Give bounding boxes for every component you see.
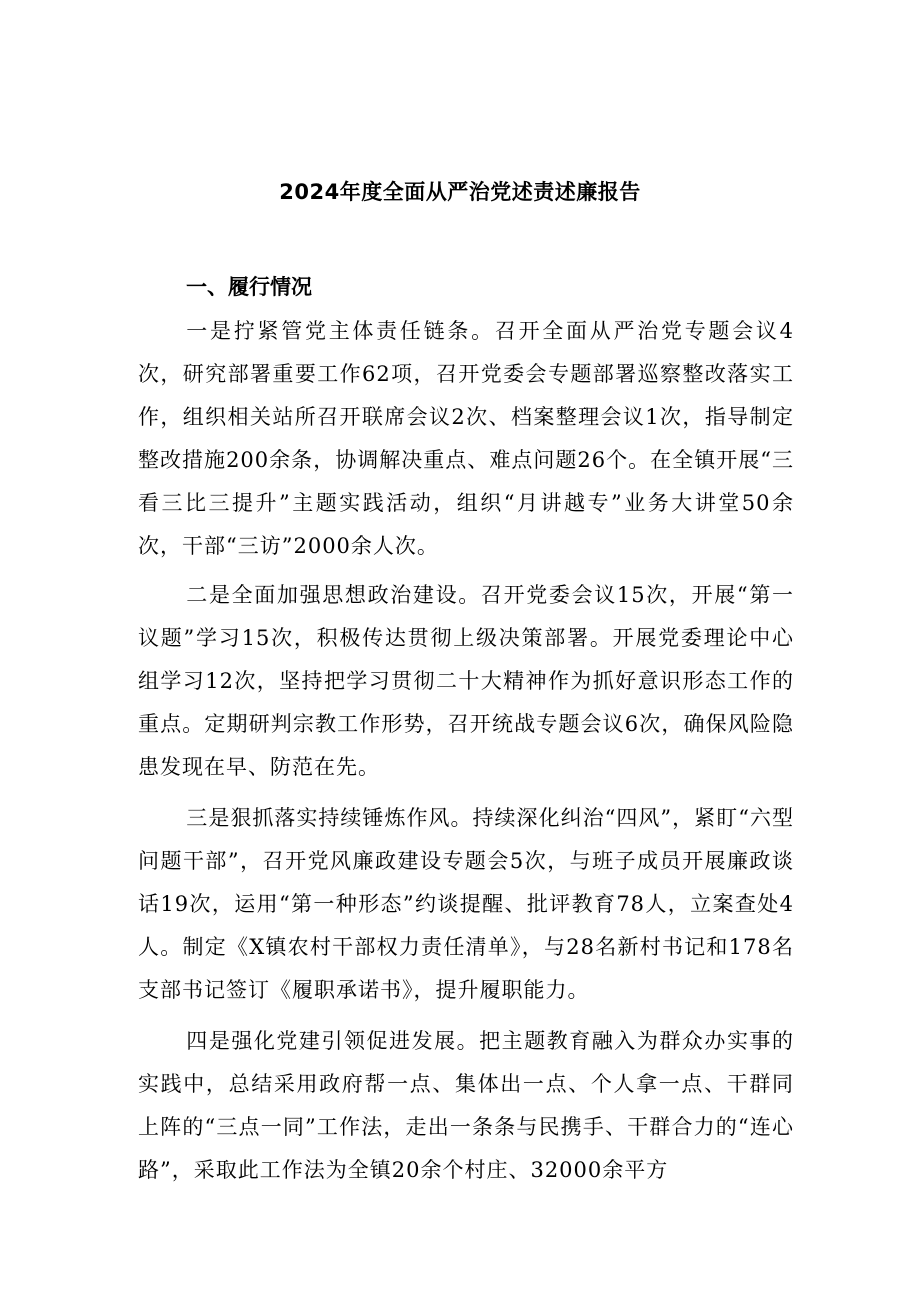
section-heading: 一、履行情况 <box>186 275 312 299</box>
paragraph-3: 三是狠抓落实持续锤炼作风。持续深化纠治“四风”，紧盯“六型问题干部”，召开党风廉政建设专题会5次，与班子成员开展廉政谈话19次，运用“第一种形态”约谈提醒、批评教育78人，立案查处4人。制定《X镇农村干部权力责任清单》，与28名新村书记和178名支部书记签订《履职承诺书》，提升履职能力。 <box>138 806 794 1002</box>
paragraph-1: 一是拧紧管党主体责任链条。召开全面从严治党专题会议4次，研究部署重要工作62项，召开党委会专题部署巡察整改落实工作，组织相关站所召开联席会议2次、档案整理会议1次，指导制定整改措施200余条，协调解决重点、难点问题26个。在全镇开展“三看三比三提升”主题实践活动，组织“月讲越专”业务大讲堂50余次，干部“三访”2000余人次。 <box>138 319 794 558</box>
paragraph-4: 四是强化党建引领促进发展。把主题教育融入为群众办实事的实践中，总结采用政府帮一点、集体出一点、个人拿一点、干群同上阵的“三点一同”工作法，走出一条条与民携手、干群合力的“连心路”，采取此工作法为全镇20余个村庄、32000余平方 <box>138 1029 794 1182</box>
paragraph-2: 二是全面加强思想政治建设。召开党委会议15次，开展“第一议题”学习15次，积极传达贯彻上级决策部署。开展党委理论中心组学习12次，坚持把学习贯彻二十大精神作为抓好意识形态工作的重点。定期研判宗教工作形势，召开统战专题会议6次，确保风险隐患发现在早、防范在先。 <box>138 583 794 779</box>
document-body <box>138 310 794 1192</box>
document-title: 2024年度全面从严治党述责述廉报告 <box>279 180 641 204</box>
